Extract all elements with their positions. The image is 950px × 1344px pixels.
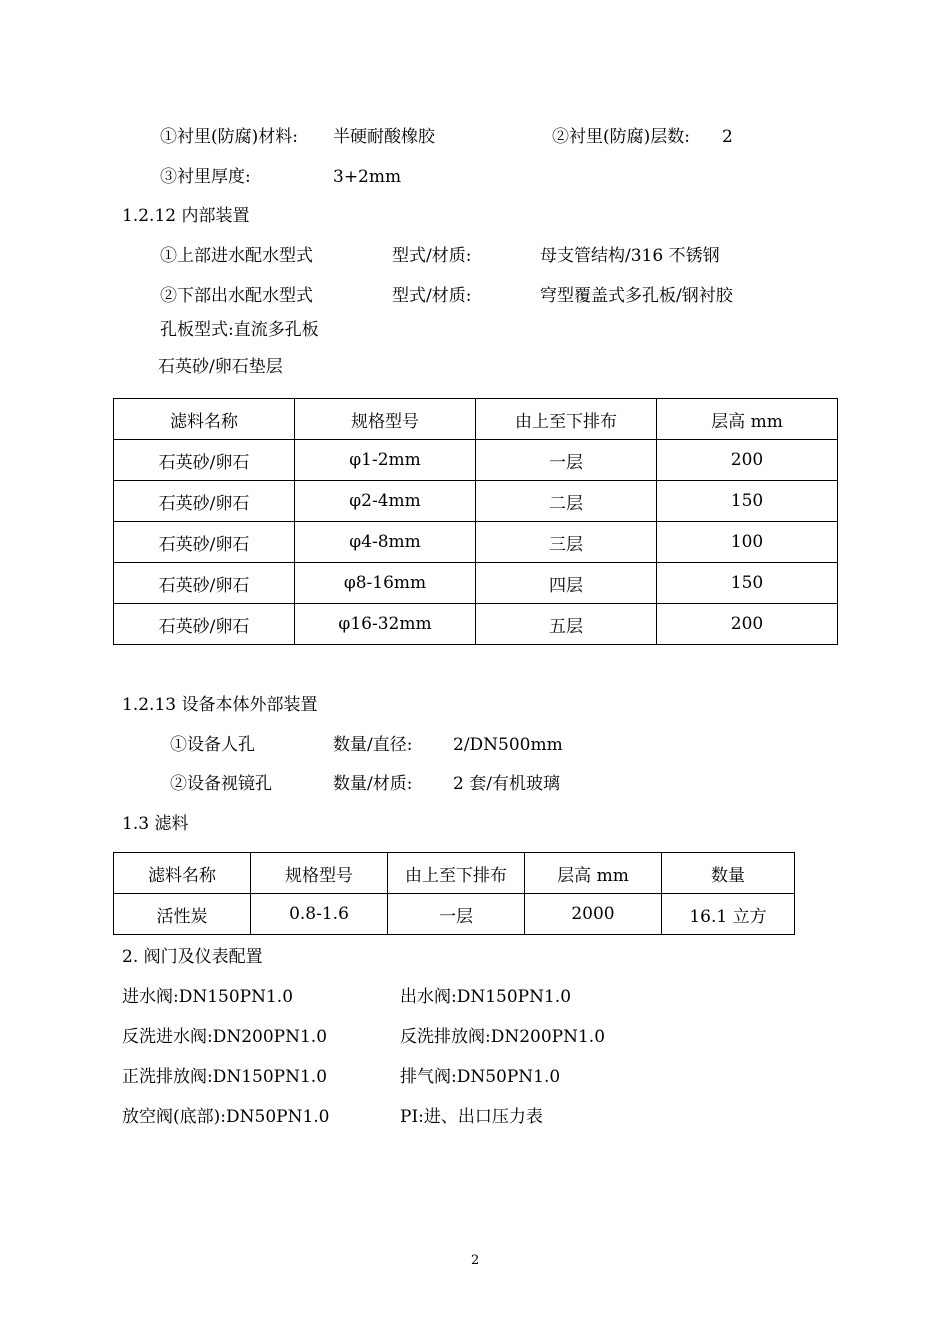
valve-item: 排气阀:DN50PN1.0 bbox=[400, 1067, 561, 1087]
table-row bbox=[114, 563, 838, 604]
table-cell: 200 bbox=[657, 604, 838, 645]
valve-item: 反洗进水阀:DN200PN1.0 bbox=[122, 1027, 328, 1047]
table-row bbox=[114, 894, 795, 935]
upper-type-value: 母支管结构/316 不锈钢 bbox=[540, 246, 720, 266]
manhole-type-label: 数量/直径: bbox=[333, 735, 413, 755]
manhole-label: ①设备人孔 bbox=[170, 735, 255, 755]
table-cell: 石英砂/卵石 bbox=[114, 522, 295, 563]
external-heading: 1.2.13 设备本体外部装置 bbox=[122, 695, 318, 715]
table-cell: 一层 bbox=[476, 440, 657, 481]
table-cell: 一层 bbox=[388, 894, 525, 935]
lining-thickness-label: ③衬里厚度: bbox=[160, 167, 251, 187]
lower-distributor-label: ②下部出水配水型式 bbox=[160, 286, 313, 306]
lower-type-value: 穹型覆盖式多孔板/钢衬胶 bbox=[540, 286, 733, 306]
valve-item: 出水阀:DN150PN1.0 bbox=[400, 987, 572, 1007]
upper-type-label: 型式/材质: bbox=[392, 246, 472, 266]
valve-item: 进水阀:DN150PN1.0 bbox=[122, 987, 294, 1007]
lining-material-value: 半硬耐酸橡胶 bbox=[333, 127, 435, 147]
valve-item: 反洗排放阀:DN200PN1.0 bbox=[400, 1027, 606, 1047]
table-cell: 150 bbox=[657, 563, 838, 604]
table-row bbox=[114, 522, 838, 563]
table-cell: 三层 bbox=[476, 522, 657, 563]
table-cell: 石英砂/卵石 bbox=[114, 563, 295, 604]
table-header-cell: 由上至下排布 bbox=[476, 399, 657, 440]
upper-distributor-label: ①上部进水配水型式 bbox=[160, 246, 313, 266]
table-cell: φ1-2mm bbox=[295, 440, 476, 481]
lower-type-label: 型式/材质: bbox=[392, 286, 472, 306]
table-cell: 200 bbox=[657, 440, 838, 481]
table-cell: 二层 bbox=[476, 481, 657, 522]
table-cell: 石英砂/卵石 bbox=[114, 604, 295, 645]
valves-heading: 2. 阀门及仪表配置 bbox=[122, 947, 263, 967]
sight-glass-type-label: 数量/材质: bbox=[333, 774, 413, 794]
table-cell: 四层 bbox=[476, 563, 657, 604]
media-heading: 1.3 滤料 bbox=[122, 814, 189, 834]
bed-title: 石英砂/卵石垫层 bbox=[158, 357, 283, 377]
table-header-cell: 数量 bbox=[662, 853, 795, 894]
lining-material-label: ①衬里(防腐)材料: bbox=[160, 127, 298, 147]
sight-glass-value: 2 套/有机玻璃 bbox=[453, 774, 560, 794]
table-header-row bbox=[114, 853, 795, 894]
table-header-row bbox=[114, 399, 838, 440]
table-cell: 0.8-1.6 bbox=[251, 894, 388, 935]
lining-layers-label: ②衬里(防腐)层数: bbox=[552, 127, 690, 147]
table-cell: 16.1 立方 bbox=[662, 894, 795, 935]
table-header-cell: 由上至下排布 bbox=[388, 853, 525, 894]
sight-glass-label: ②设备视镜孔 bbox=[170, 774, 272, 794]
table-row bbox=[114, 440, 838, 481]
table-header-cell: 规格型号 bbox=[251, 853, 388, 894]
lining-layers-value: 2 bbox=[722, 127, 733, 147]
table-cell: 石英砂/卵石 bbox=[114, 440, 295, 481]
valve-item: 正洗排放阀:DN150PN1.0 bbox=[122, 1067, 328, 1087]
filter-media-table bbox=[113, 852, 795, 935]
lining-thickness-value: 3+2mm bbox=[333, 167, 402, 187]
page-number: 2 bbox=[471, 1253, 480, 1268]
valve-item: 放空阀(底部):DN50PN1.0 bbox=[122, 1107, 330, 1127]
table-cell: φ2-4mm bbox=[295, 481, 476, 522]
table-row bbox=[114, 604, 838, 645]
table-cell: φ16-32mm bbox=[295, 604, 476, 645]
table-header-cell: 规格型号 bbox=[295, 399, 476, 440]
table-cell: 石英砂/卵石 bbox=[114, 481, 295, 522]
table-cell: φ8-16mm bbox=[295, 563, 476, 604]
table-header-cell: 层高 mm bbox=[657, 399, 838, 440]
manhole-value: 2/DN500mm bbox=[453, 735, 563, 755]
internal-heading: 1.2.12 内部装置 bbox=[122, 206, 250, 226]
table-cell: φ4-8mm bbox=[295, 522, 476, 563]
table-header-cell: 滤料名称 bbox=[114, 399, 295, 440]
support-bed-table bbox=[113, 398, 838, 645]
table-row bbox=[114, 481, 838, 522]
table-cell: 五层 bbox=[476, 604, 657, 645]
orifice-type: 孔板型式:直流多孔板 bbox=[160, 320, 319, 340]
table-header-cell: 滤料名称 bbox=[114, 853, 251, 894]
table-cell: 2000 bbox=[525, 894, 662, 935]
table-cell: 100 bbox=[657, 522, 838, 563]
table-cell: 活性炭 bbox=[114, 894, 251, 935]
valve-item: PI:进、出口压力表 bbox=[400, 1107, 543, 1127]
table-header-cell: 层高 mm bbox=[525, 853, 662, 894]
table-cell: 150 bbox=[657, 481, 838, 522]
